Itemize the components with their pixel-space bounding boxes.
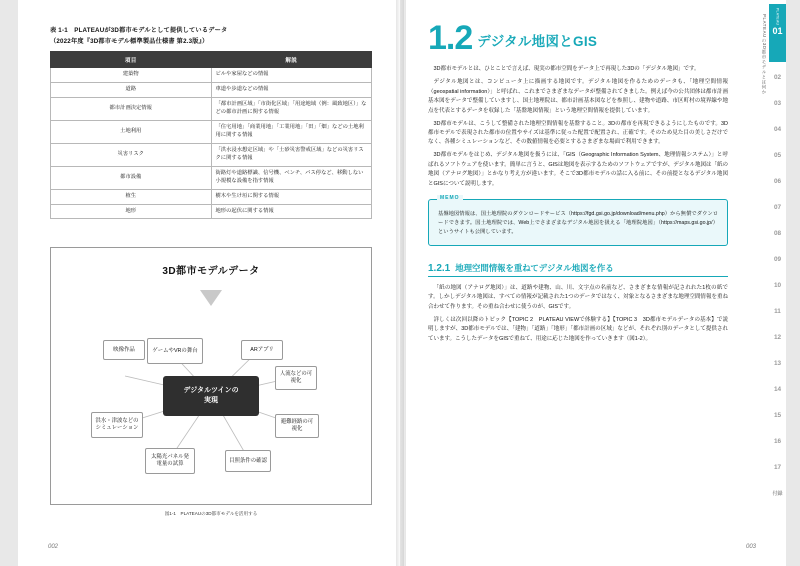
table-cell-item: 土地利用 bbox=[51, 120, 212, 143]
tab-chapter-12[interactable]: 12 bbox=[773, 333, 782, 341]
section-heading bbox=[428, 19, 756, 57]
figure-leaf: 映像作品 bbox=[103, 340, 145, 360]
figure-diagram bbox=[50, 247, 372, 505]
table-row bbox=[51, 166, 372, 189]
table-cell-item: 建築物 bbox=[51, 68, 212, 83]
table-row bbox=[51, 204, 372, 219]
paragraph: 3D都市モデルをはじめ、デジタル地図を扱うには、「GIS（Geographic Information System、地理情報システム）」と呼ばれるソフトウェアを使います。簡単に言うと、GISは地図を表示するためのソフトウェアですが、デジタル地図は「紙の地図（アナログ地図）」とかなり考え方が違います。そこで3D都市モデルの話に入る前に、その前提となるデジタル地図とGISについて説明します。 bbox=[428, 152, 728, 187]
tab-chapter-11[interactable]: 11 bbox=[774, 307, 781, 315]
table-row bbox=[51, 68, 372, 83]
tab-chapter-13[interactable]: 13 bbox=[773, 359, 782, 367]
center-node-line1: デジタルツインの bbox=[183, 387, 239, 395]
figure-caption: 図1-1 PLATEAUの3D都市モデルを活用する bbox=[164, 511, 258, 517]
table-cell-desc: ビルや家屋などの情報 bbox=[211, 68, 372, 83]
spread-gutter bbox=[396, 0, 406, 566]
tab-chapter-01[interactable] bbox=[769, 4, 786, 62]
table-cell-item: 道路 bbox=[51, 83, 212, 98]
tab-chapter-number: 01 bbox=[772, 26, 783, 37]
tab-chapter-10[interactable]: 10 bbox=[773, 281, 782, 289]
table-cell-item: 地形 bbox=[51, 204, 212, 219]
tab-chapter-09[interactable]: 09 bbox=[773, 255, 782, 263]
memo-text: 基盤地図情報は、国土地理院のダウンロードサービス（https://fgd.gsi.go.jp/download/menu.php）から無償でダウンロードできます。国土地理院では、Web上でさまざまなデジタル地図を扱える「地理院地図」（https://maps.gsi.go.jp/）というサイトも公開しています。 bbox=[438, 211, 718, 235]
memo-callout bbox=[428, 195, 728, 246]
tab-chapter-16[interactable]: 16 bbox=[773, 437, 782, 445]
tab-chapter-08[interactable]: 08 bbox=[773, 229, 782, 237]
table-caption-line2: （2022年度『3D都市モデル標準製品仕様書 第2.3版』） bbox=[50, 37, 209, 45]
table-cell-desc: 樹木や生け垣に関する情報 bbox=[211, 189, 372, 204]
running-head-vertical: PLATEAUの3D都市モデルとは何か bbox=[762, 14, 767, 95]
page-number-right: 003 bbox=[745, 544, 756, 550]
figure-leaf: 人流などの可視化 bbox=[275, 366, 317, 390]
paragraph: 「紙の地図（アナログ地図）」は、道路や建物、山、川、文字点の名前など、さまざまな情報が記されれた1枚の紙です。しかしデジタル地図は、すべての情報が記載された1つのデータではなく、対象となるさまざまな地理空間情報を重ね合わせて作ります。その重ね合わせに使うのが、GISです。 bbox=[428, 284, 728, 310]
section-number: 1.2 bbox=[428, 19, 473, 57]
tab-chapter-17[interactable]: 17 bbox=[773, 463, 782, 471]
figure-title: 3D都市モデルデータ bbox=[162, 266, 260, 278]
table-caption-line1: 表 1-1 PLATEAUが3D都市モデルとして提供しているデータ bbox=[50, 27, 228, 34]
page-number-left: 002 bbox=[48, 544, 59, 550]
tab-chapter-07[interactable]: 07 bbox=[773, 203, 782, 211]
tab-appendix[interactable]: 付録 bbox=[772, 490, 783, 497]
table-cell-item: 都市計画決定情報 bbox=[51, 98, 212, 121]
figure-center-node bbox=[163, 376, 259, 416]
section-title: デジタル地図とGIS bbox=[477, 34, 598, 50]
table-header-desc: 解説 bbox=[211, 52, 372, 68]
table-row bbox=[51, 189, 372, 204]
table-cell-desc: 「都市計画区域」「市街化区域」「用途地域（例：風致地区）」などの都市計画に関する情報 bbox=[211, 98, 372, 121]
tab-chapter-03[interactable]: 03 bbox=[773, 99, 782, 107]
table-cell-desc: 「洪水浸水想定区域」や「土砂災害警戒区域」などの災害リスクに関する情報 bbox=[211, 143, 372, 166]
paragraph: 3D都市モデルは、こうして整備された地理空間情報を基盤すること。3Dの都市を再現できるようにしたものです。3D都市モデルで表現された都市の位置やサイズは基準に従った配置で配置され、正確です。そのため見た目の美しさだけでなく、各種シミュレーションなど、その数値情報を必要とするさまざまな場面で利用できます。 bbox=[428, 120, 728, 146]
table-cell-desc: 街路灯や道路標識、信号機、ベンチ、バス停など、移動しない小規模な設備を指す情報 bbox=[211, 166, 372, 189]
table-cell-desc: 車道や歩道などの情報 bbox=[211, 83, 372, 98]
tab-chapter-15[interactable]: 15 bbox=[773, 411, 782, 419]
memo-label: MEMO bbox=[437, 195, 463, 201]
paragraph: 3D都市モデルとは、ひとことで言えば、現実の都市空間をデータ上で再現した3Dの「デジタル地図」です。 bbox=[433, 66, 700, 73]
table-header-row bbox=[51, 52, 372, 68]
chapter-tab-rail bbox=[769, 0, 786, 566]
table-row bbox=[51, 120, 372, 143]
table-cell-item: 植生 bbox=[51, 189, 212, 204]
table-row bbox=[51, 83, 372, 98]
plateau-data-table bbox=[50, 51, 372, 219]
body-text-column bbox=[428, 65, 728, 344]
right-page bbox=[404, 0, 786, 566]
left-page bbox=[18, 0, 400, 566]
table-row bbox=[51, 98, 372, 121]
subsection-title: 地理空間情報を重ねてデジタル地図を作る bbox=[455, 262, 614, 273]
table-cell-item: 都市設備 bbox=[51, 166, 212, 189]
tab-chapter-05[interactable]: 05 bbox=[773, 151, 782, 159]
center-node-line2: 実現 bbox=[204, 397, 218, 405]
paragraph: デジタル地図とは、コンピュータ上に描画する地図です。デジタル地図を作るためのデータも、「地理空間情報（geospatial information）」と呼ばれ、これまでさまざまなデータが整備されてきました。例えば今の公共団体は都市計画基本図をデータで整備していますし、国土地理院は、都市計画基本図などを参照し、建物や道路、市区町村の境界線や地点を代表とするデータを収録した「基盤地図情報」という地理空間情報を提供しています。 bbox=[428, 79, 728, 114]
tab-chapter-06[interactable]: 06 bbox=[773, 177, 782, 185]
figure-leaf: 避難経路の可視化 bbox=[275, 414, 319, 438]
tab-chapter-04[interactable]: 04 bbox=[773, 125, 782, 133]
figure-leaf: 洪水・津波などのシミュレーション bbox=[91, 412, 143, 438]
subsection-number: 1.2.1 bbox=[428, 262, 451, 274]
paragraph: 詳しくは次回以降のトピック【TOPIC 2 PLATEAU VIEWで体験する】【TOPIC 3 3D都市モデルデータの基本】で説明しますが、3D都市モデルでは、「建物」「道路」「地形」「都市計画の区域」などが、それぞれ別のデータとして提供されています。こうしたデータをGISで重ねて、用途に応じた地図を作っていきます（図1-2）。 bbox=[428, 316, 728, 342]
figure-leaf: 太陽光パネル発電量の試算 bbox=[145, 448, 195, 474]
table-caption-block bbox=[48, 26, 374, 46]
tab-chapter-14[interactable]: 14 bbox=[773, 385, 782, 393]
figure-leaf: ゲームやVRの舞台 bbox=[147, 338, 203, 364]
table-header-item: 項目 bbox=[51, 52, 212, 68]
table-cell-desc: 「住宅用地」「商業用地」「工業用地」「田」「畑」などの土地利用に関する情報 bbox=[211, 120, 372, 143]
figure-leaf: ARアプリ bbox=[241, 340, 283, 360]
table-cell-desc: 地形の起伏に関する情報 bbox=[211, 204, 372, 219]
subsection-heading bbox=[428, 262, 728, 277]
tab-chapter-02[interactable]: 02 bbox=[773, 73, 782, 81]
tab-chapter-label: PLATEAU bbox=[775, 8, 780, 26]
table-row bbox=[51, 143, 372, 166]
figure-leaf: 目照条件の確認 bbox=[225, 450, 271, 472]
table-cell-item: 災害リスク bbox=[51, 143, 212, 166]
